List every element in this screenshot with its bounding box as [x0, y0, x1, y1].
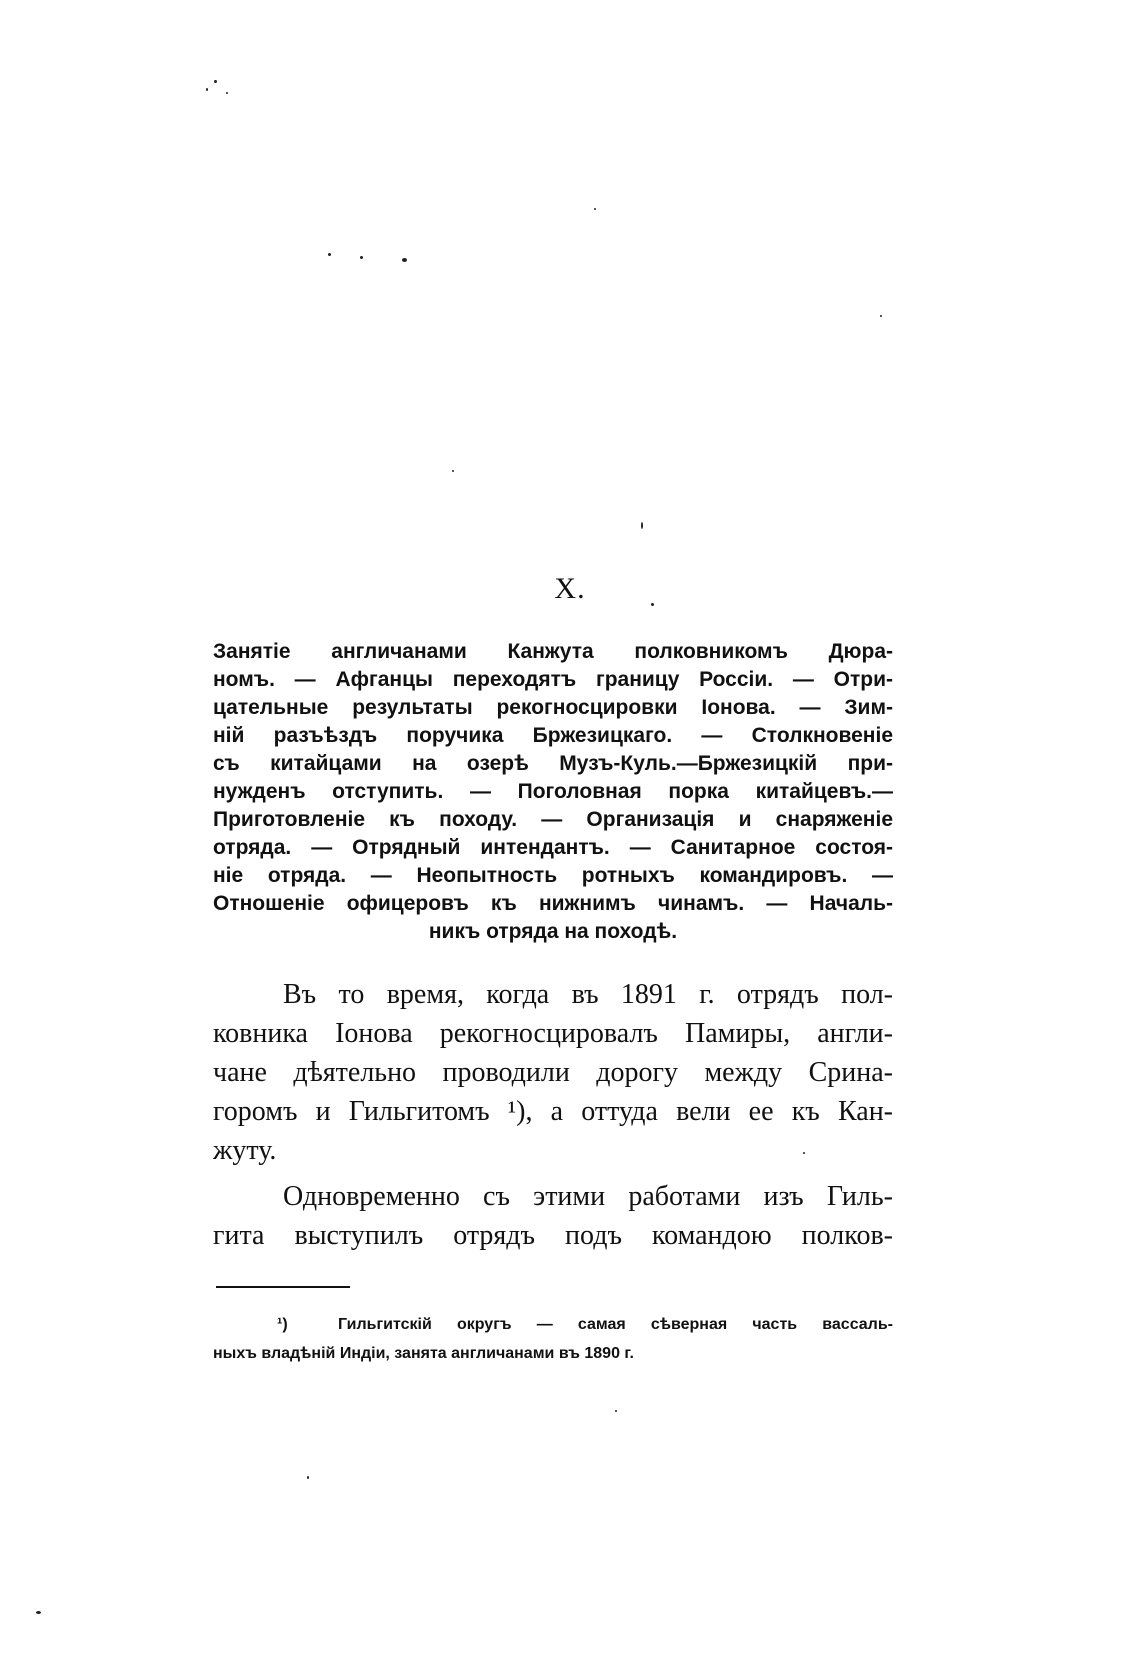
footnote-line: ныхъ владѣній Индіи, занята англичанами въ 1890 г.	[213, 1345, 634, 1362]
summary-line: ніе отряда. — Неопытность ротныхъ командировъ. —	[213, 864, 893, 887]
scan-speck	[307, 1476, 309, 1479]
footnote-divider	[216, 1286, 350, 1288]
footnote-marker: ¹)	[277, 1316, 288, 1333]
footnote-text: Гильгитскій округъ — самая сѣверная часть вассаль-	[337, 1316, 894, 1333]
body-line: Одновременно съ этими работами изъ Гиль-	[283, 1181, 893, 1212]
chapter-number: X.	[554, 572, 586, 605]
scan-speck	[360, 256, 363, 259]
summary-line: Приготовленіе къ походу. — Организація и снаряженіе	[213, 808, 893, 831]
scan-speck	[880, 315, 882, 317]
scan-speck	[452, 470, 454, 472]
body-text	[213, 975, 893, 1255]
paragraph-gap	[213, 1170, 893, 1177]
body-line: жуту.	[213, 1135, 277, 1166]
summary-line: номъ. — Афганцы переходятъ границу Россіи. — Отри-	[213, 668, 893, 691]
scan-speck	[328, 253, 331, 256]
summary-line: Отношеніе офицеровъ къ нижнимъ чинамъ. — Началь-	[213, 892, 893, 915]
chapter-summary	[213, 638, 893, 946]
body-line: гита выступилъ отрядъ подъ командою полков-	[213, 1220, 893, 1251]
scan-speck	[206, 88, 208, 91]
summary-line: никъ отряда на походѣ.	[428, 920, 678, 943]
footnote-line	[277, 1310, 893, 1339]
footnote	[213, 1310, 894, 1368]
scan-speck	[226, 92, 228, 94]
summary-line: съ китайцами на озерѣ Музъ-Куль.—Бржезицкій при-	[213, 752, 893, 775]
summary-line: нужденъ отступить. — Поголовная порка китайцевъ.—	[213, 780, 893, 803]
body-line: Въ то время, когда въ 1891 г. отрядъ пол-	[283, 979, 893, 1010]
scan-speck	[214, 80, 217, 83]
scan-speck	[36, 1611, 41, 1614]
summary-line: отряда. — Отрядный интендантъ. — Санитарное состоя-	[213, 836, 893, 859]
scan-speck	[594, 208, 596, 210]
scan-speck	[402, 258, 407, 262]
body-line: чане дѣятельно проводили дорогу между Срина-	[213, 1057, 893, 1088]
summary-line: ній разъѣздъ поручика Бржезицкаго. — Столкновеніе	[213, 724, 893, 747]
scan-speck	[615, 1410, 617, 1412]
summary-line: Занятіе англичанами Канжута полковникомъ Дюра-	[213, 640, 893, 663]
scan-speck	[641, 522, 643, 529]
body-line: горомъ и Гильгитомъ ¹), а оттуда вели ее къ Кан-	[213, 1096, 893, 1127]
body-line: ковника Іонова рекогносцировалъ Памиры, англи-	[213, 1018, 893, 1049]
summary-line: цательные результаты рекогносцировки Іонова. — Зим-	[213, 696, 893, 719]
